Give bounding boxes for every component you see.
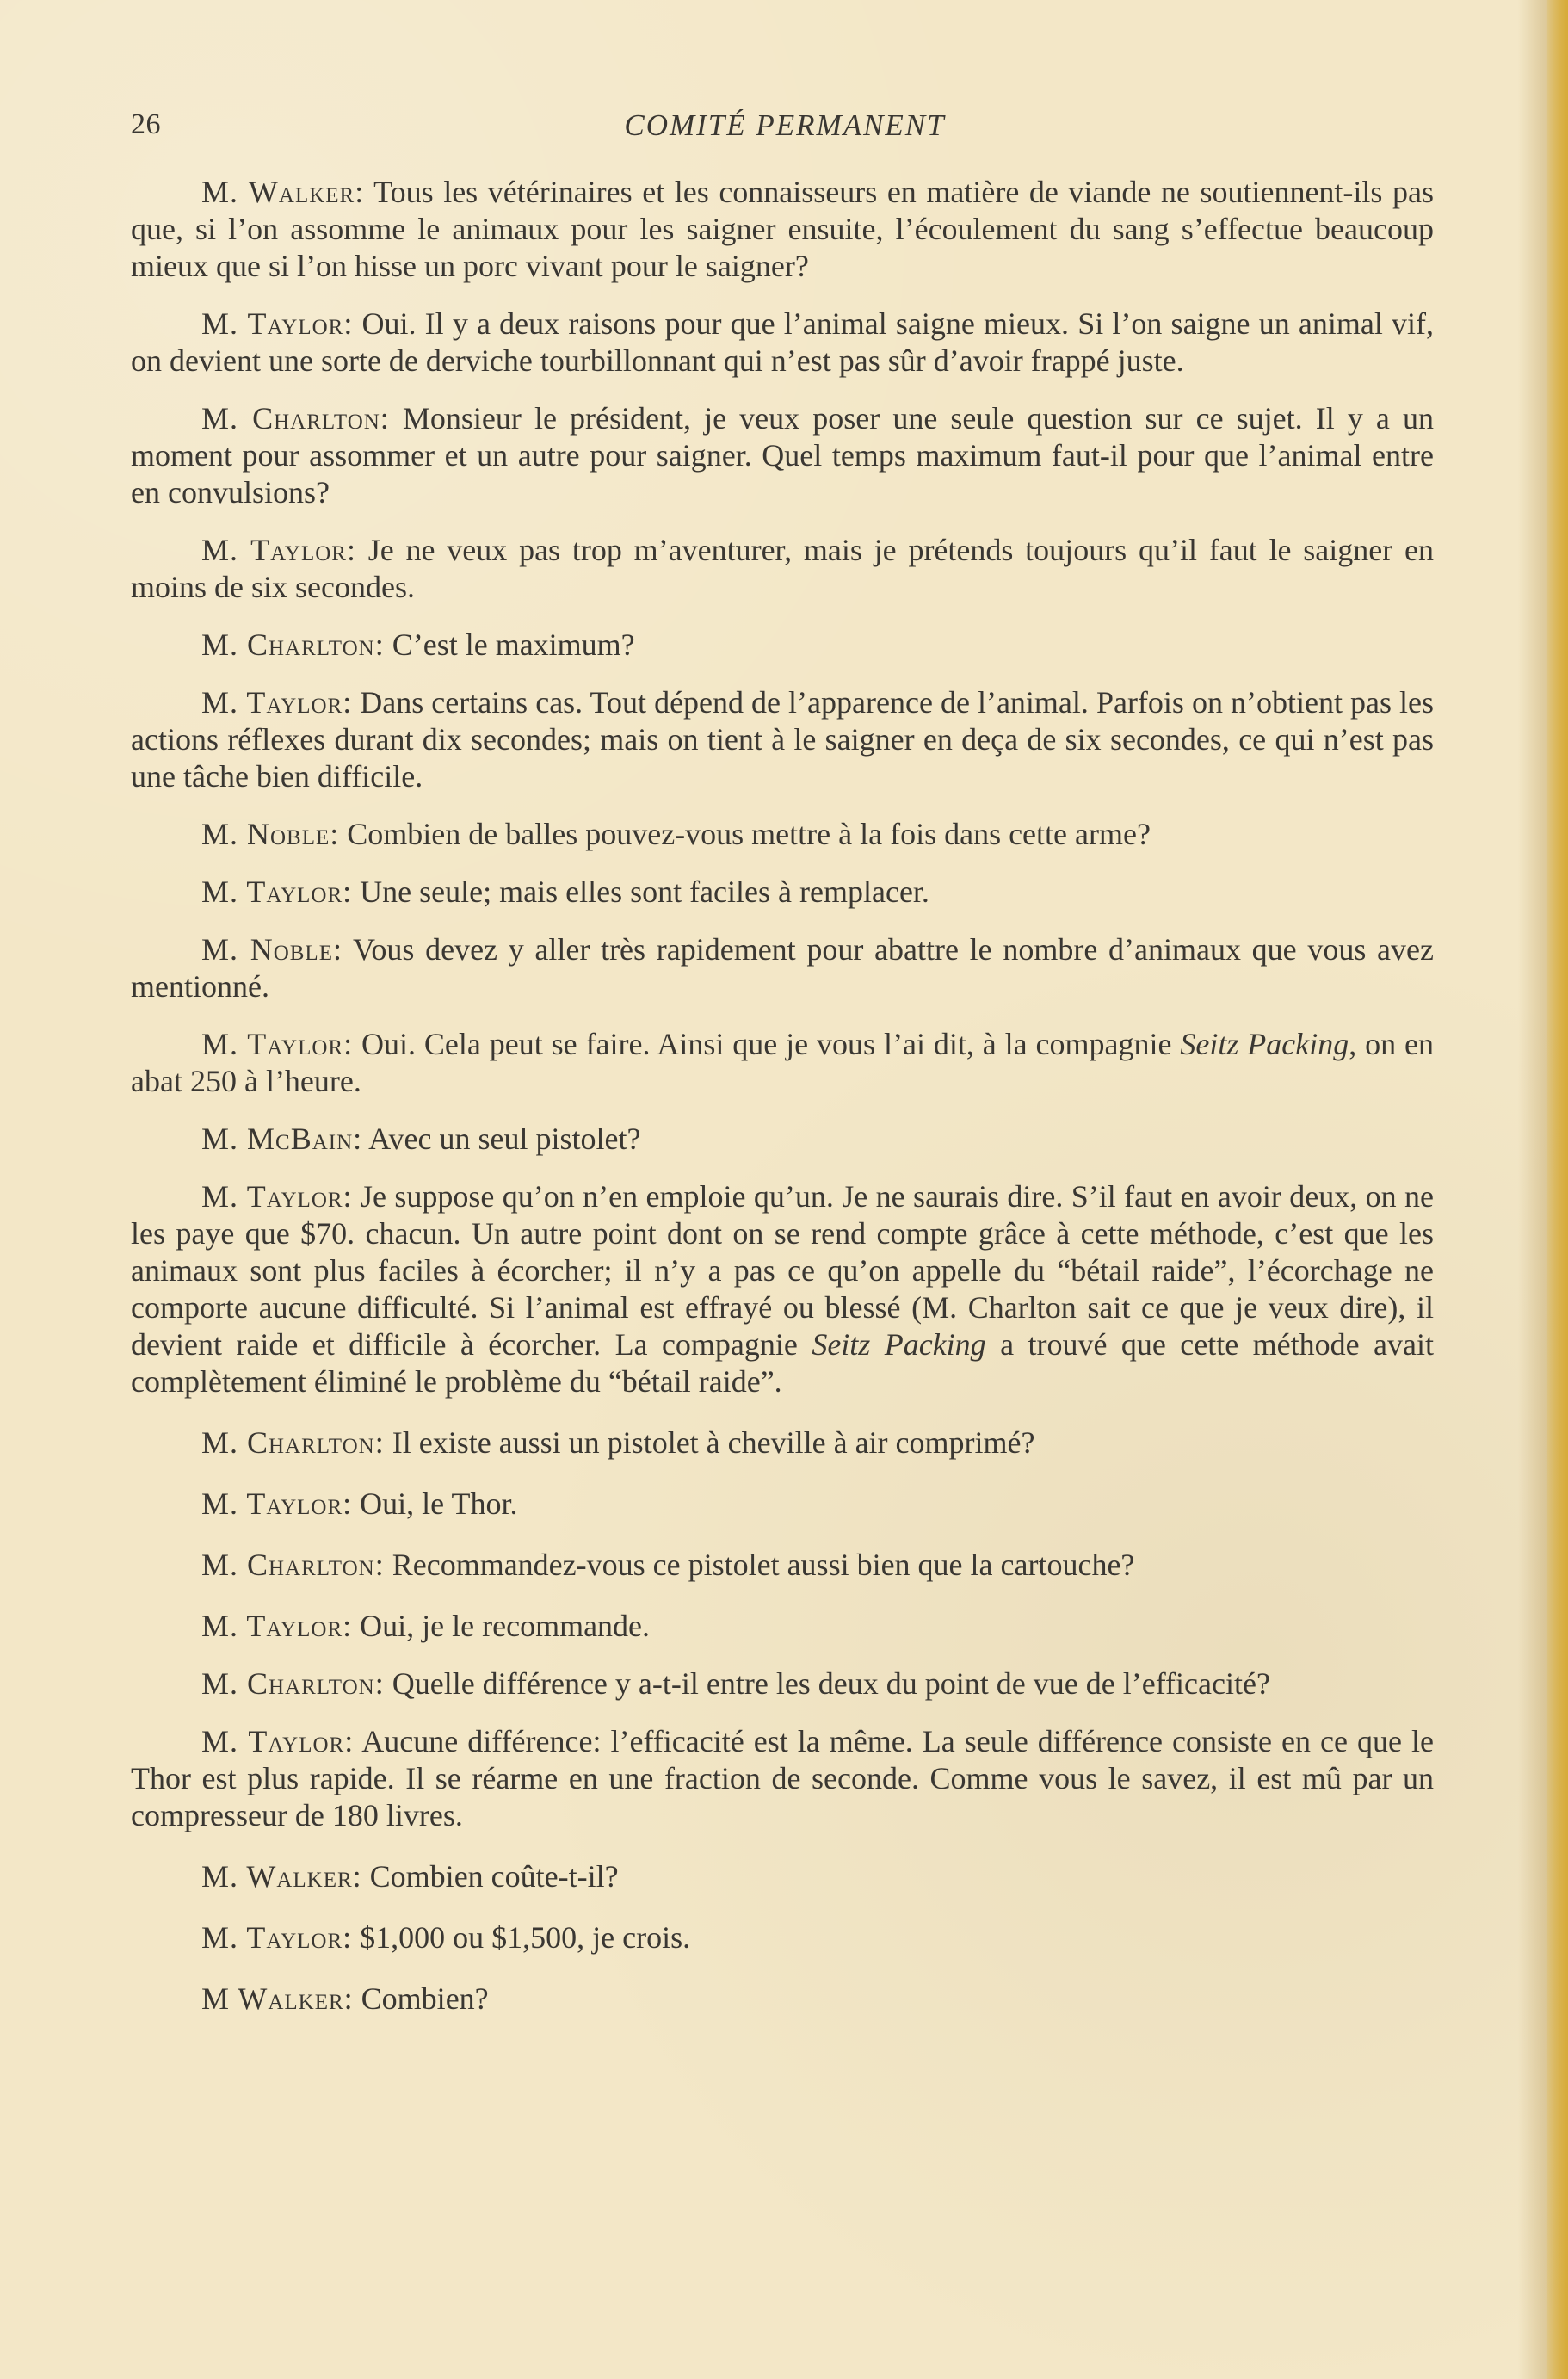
entry-text: Monsieur le président, je veux poser une seule question sur ce sujet. Il y a un moment pour assommer et un autre pour saigner. Quel temps maximum faut-il pour que l’animal entre en convulsions?	[131, 401, 1435, 510]
transcript-entry	[131, 816, 1434, 853]
speaker-label: M. Taylor:	[201, 1724, 355, 1758]
transcript-body	[131, 174, 1434, 2018]
speaker-label: M. Walker:	[201, 1859, 362, 1894]
entry-text: Je suppose qu’on n’en emploie qu’un. Je ne saurais dire. S’il faut en avoir deux, on ne les paye que $70. chacun. Un autre point dont on se rend compte grâce à cette méthode, c’est que les animaux sont plus faciles à écorcher; il n’y a pas ce qu’on appelle du “bétail raide”, l’écorchage ne comporte aucune difficulté. Si l’animal est effrayé ou blessé (M. Charlton sait ce que je veux dire), il devient raide et difficile à écorcher. La compagnie	[131, 1179, 1434, 1362]
transcript-entry	[131, 400, 1434, 511]
entry-text: Dans certains cas. Tout dépend de l’apparence de l’animal. Parfois on n’obtient pas les actions réflexes durant dix secondes; mais on tient à le saigner en deça de six secondes, ce qui n’est pas une tâche bien difficile.	[131, 685, 1434, 794]
speaker-label: M. Charlton:	[201, 1666, 385, 1701]
speaker-label: M. Taylor:	[201, 1920, 353, 1955]
transcript-entry	[131, 627, 1434, 664]
entry-text: Oui. Il y a deux raisons pour que l’animal saigne mieux. Si l’on saigne un animal vif, on devient une sorte de derviche tourbillonnant qui n’est pas sûr d’avoir frappé juste.	[131, 306, 1434, 378]
page-number: 26	[131, 108, 161, 140]
running-title: COMITÉ PERMANENT	[624, 108, 946, 142]
transcript-entry	[131, 1424, 1434, 1461]
speaker-label: M. Noble:	[201, 932, 343, 967]
transcript-entry	[131, 1547, 1434, 1584]
transcript-entry	[131, 1026, 1434, 1100]
speaker-label: M. Taylor:	[201, 1609, 353, 1643]
page-edge	[1547, 0, 1568, 2379]
speaker-label: M. Taylor:	[201, 1027, 354, 1061]
speaker-label: M. Charlton:	[201, 1548, 385, 1582]
speaker-label: M. Walker:	[201, 175, 365, 209]
entry-text-continued: a trouvé que cette méthode avait complètement éliminé le problème du “bétail raide”.	[131, 1327, 1434, 1399]
speaker-label: M. Taylor:	[201, 1486, 353, 1521]
speaker-label: M. Charlton:	[201, 401, 390, 436]
company-name: Seitz Packing	[1180, 1027, 1349, 1061]
transcript-entry	[131, 931, 1434, 1005]
entry-text: Je ne veux pas trop m’aventurer, mais je prétends toujours qu’il faut le saigner en moins de six secondes.	[131, 533, 1435, 604]
transcript-entry	[131, 684, 1434, 795]
speaker-label: M. Taylor:	[201, 533, 356, 567]
speaker-label: M. Charlton:	[201, 1425, 385, 1460]
transcript-entry	[131, 1178, 1434, 1400]
speaker-label: M. Taylor:	[201, 306, 354, 341]
speaker-label: M. McBain:	[201, 1122, 363, 1156]
transcript-entry	[131, 1919, 1434, 1956]
transcript-entry	[131, 1858, 1434, 1895]
entry-text: Combien de balles pouvez-vous mettre à la fois dans cette arme?	[347, 817, 1151, 851]
entry-text: Tous les vétérinaires et les connaisseurs en matière de viande ne soutiennent-ils pas que, si l’on assomme le animaux pour les saigner ensuite, l’écoulement du sang s’effectue beaucoup mieux que si l’on hisse un porc vivant pour le saigner?	[131, 175, 1434, 283]
entry-text: Combien coûte-t-il?	[369, 1859, 619, 1894]
speaker-label: M. Noble:	[201, 817, 340, 851]
page-header	[131, 108, 1439, 150]
transcript-entry	[131, 1121, 1434, 1158]
transcript-entry	[131, 1608, 1434, 1645]
entry-text: C’est le maximum?	[392, 627, 635, 662]
entry-text-continued: , on en abat 250 à l’heure.	[131, 1027, 1434, 1098]
transcript-entry	[131, 1723, 1434, 1834]
transcript-entry	[131, 532, 1434, 606]
entry-text: Une seule; mais elles sont faciles à remplacer.	[360, 874, 929, 909]
entry-text: Avec un seul pistolet?	[368, 1122, 641, 1156]
speaker-label: M. Charlton:	[201, 627, 385, 662]
transcript-entry	[131, 306, 1434, 380]
speaker-label: M. Taylor:	[201, 874, 353, 909]
transcript-entry	[131, 1980, 1434, 2018]
entry-text: Vous devez y aller très rapidement pour abattre le nombre d’animaux que vous avez mentionné.	[131, 932, 1434, 1004]
transcript-entry	[131, 874, 1434, 911]
entry-text: Aucune différence: l’efficacité est la même. La seule différence consiste en ce que le Thor est plus rapide. Il se réarme en une fraction de seconde. Comme vous le savez, il est mû par un compresseur de 180 livres.	[131, 1724, 1434, 1832]
company-name: Seitz Packing	[812, 1327, 986, 1362]
transcript-entry	[131, 1665, 1434, 1702]
entry-text: Recommandez-vous ce pistolet aussi bien que la cartouche?	[392, 1548, 1135, 1582]
transcript-entry	[131, 174, 1434, 285]
entry-text: Quelle différence y a-t-il entre les deux du point de vue de l’efficacité?	[392, 1666, 1270, 1701]
speaker-label: M. Taylor:	[201, 685, 353, 720]
entry-text: Combien?	[361, 1981, 489, 2016]
entry-text: Il existe aussi un pistolet à cheville à air comprimé?	[392, 1425, 1035, 1460]
transcript-entry	[131, 1486, 1434, 1523]
entry-text: $1,000 ou $1,500, je crois.	[360, 1920, 691, 1955]
entry-text: Oui, le Thor.	[360, 1486, 518, 1521]
speaker-label: M Walker:	[201, 1981, 354, 2016]
entry-text: Oui. Cela peut se faire. Ainsi que je vous l’ai dit, à la compagnie	[361, 1027, 1181, 1061]
entry-text: Oui, je le recommande.	[360, 1609, 651, 1643]
speaker-label: M. Taylor:	[201, 1179, 353, 1214]
